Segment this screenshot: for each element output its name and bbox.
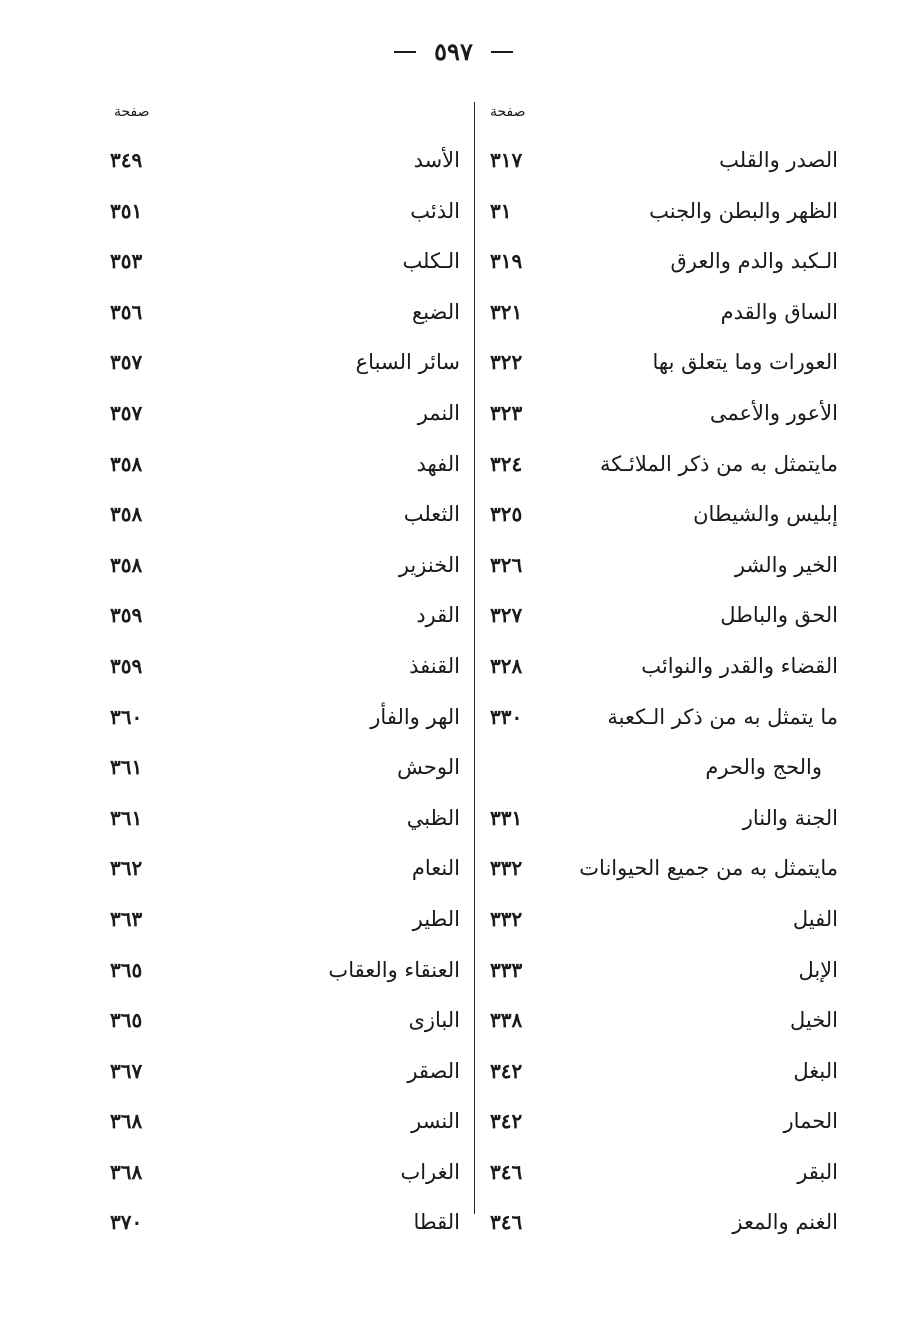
index-entry xyxy=(100,899,466,950)
entry-title: القضاء والقدر والنوائب xyxy=(641,653,838,678)
entry-title: العورات وما يتعلق بها xyxy=(652,350,838,375)
entry-page-number: ٣٥٦ xyxy=(110,299,143,324)
index-entry xyxy=(100,494,466,545)
entry-title: الثعلب xyxy=(403,502,460,527)
entry-title: ما يتمثل به من ذكر الـكعبة xyxy=(607,704,838,729)
entry-title: الإبل xyxy=(798,957,838,982)
entry-title: القنفذ xyxy=(409,653,460,678)
entry-title: الفهد xyxy=(416,451,460,476)
entry-page-number: ٣٥٣ xyxy=(110,249,143,274)
entry-page-number: ٣٣٢ xyxy=(490,906,523,931)
entry-page-number: ٣٦٨ xyxy=(110,1109,143,1134)
entry-page-number: ٣٥٨ xyxy=(110,552,143,577)
entry-page-number: ٣١٩ xyxy=(490,249,523,274)
entry-title: الصقر xyxy=(407,1058,460,1083)
index-entry xyxy=(100,1051,466,1102)
entry-title: الفيل xyxy=(792,906,838,931)
index-entry xyxy=(100,697,466,748)
entry-page-number: ٣٣٢ xyxy=(490,856,523,881)
entry-title: الهر والفأر xyxy=(370,704,460,729)
entry-title: النمر xyxy=(417,400,460,425)
entry-title: الحمار xyxy=(783,1109,838,1134)
entry-title: الخير والشر xyxy=(734,552,838,577)
index-entry xyxy=(100,444,466,495)
entry-title: النعام xyxy=(411,856,460,881)
entry-page-number: ٣٤٦ xyxy=(490,1210,523,1235)
entry-page-number: ٣٤٢ xyxy=(490,1058,523,1083)
index-entry xyxy=(100,950,466,1001)
entry-page-number: ٣١٧ xyxy=(490,148,523,172)
index-entry xyxy=(100,342,466,393)
entry-page-number: ٣٦٧ xyxy=(110,1058,143,1083)
entry-page-number: ٣٢٥ xyxy=(490,502,523,527)
entry-title: البازى xyxy=(408,1008,460,1033)
index-entry xyxy=(100,545,466,596)
entry-title: الغراب xyxy=(400,1159,460,1184)
entry-title: الخيل xyxy=(789,1008,838,1033)
entry-page-number: ٣٢٤ xyxy=(490,451,523,476)
entry-title: سائر السباع xyxy=(355,350,460,375)
index-entry xyxy=(482,697,842,748)
right-column-heading: صفحة xyxy=(490,104,526,120)
entry-title: مايتمثل به من جميع الحيوانات xyxy=(579,856,838,881)
entry-page-number: ٣٢١ xyxy=(490,299,523,324)
entry-page-number: ٣٥٨ xyxy=(110,451,143,476)
entry-page-number: ٣٦٨ xyxy=(110,1159,143,1184)
entry-page-number: ٣٥٧ xyxy=(110,350,143,375)
index-entry xyxy=(100,241,466,292)
index-entry xyxy=(482,1101,842,1152)
entry-page-number: ٣٤٩ xyxy=(110,148,143,172)
index-entry xyxy=(482,848,842,899)
entry-page-number: ٣٢٦ xyxy=(490,552,523,577)
entry-page-number: ٣٣٨ xyxy=(490,1008,523,1033)
entry-title: العنقاء والعقاب xyxy=(328,957,460,982)
header-dash-right xyxy=(491,51,513,53)
entry-title: البغل xyxy=(793,1058,838,1083)
left-column-heading: صفحة xyxy=(114,104,150,120)
entry-title: الـكلب xyxy=(402,249,460,274)
index-entry xyxy=(482,1202,842,1253)
index-entry xyxy=(100,140,466,191)
entry-page-number: ٣٢٨ xyxy=(490,653,523,678)
entry-title: مايتمثل به من ذكر الملائـكة xyxy=(600,451,838,476)
index-entry xyxy=(482,545,842,596)
index-entry xyxy=(100,1101,466,1152)
index-entry xyxy=(100,1202,466,1253)
index-entry xyxy=(482,444,842,495)
entry-title: الذئب xyxy=(410,198,460,223)
index-entry xyxy=(482,950,842,1001)
entry-page-number: ٣٧٠ xyxy=(110,1210,143,1235)
index-entry xyxy=(482,1000,842,1051)
index-entry xyxy=(100,191,466,242)
entry-page-number: ٣٥٩ xyxy=(110,653,143,678)
index-entry xyxy=(482,393,842,444)
entry-title: الـكبد والدم والعرق xyxy=(670,249,838,274)
entry-page-number: ٣٥٩ xyxy=(110,603,143,628)
right-column-entries xyxy=(482,140,842,1253)
entry-title: الساق والقدم xyxy=(720,299,838,324)
index-entry xyxy=(482,747,842,798)
index-entry xyxy=(100,595,466,646)
entry-title: الأعور والأعمى xyxy=(709,400,838,425)
index-entry xyxy=(482,140,842,191)
index-entry xyxy=(482,342,842,393)
entry-title: الظبي xyxy=(406,805,460,830)
entry-title: والحج والحرم xyxy=(705,755,822,780)
index-entry xyxy=(100,646,466,697)
index-entry xyxy=(482,1152,842,1203)
column-divider xyxy=(474,102,475,1214)
entry-page-number: ٣٥٧ xyxy=(110,400,143,425)
entry-page-number: ٣٦٥ xyxy=(110,957,143,982)
entry-page-number: ٣١ xyxy=(490,198,512,223)
entry-page-number: ٣٦١ xyxy=(110,755,143,780)
entry-title: الجنة والنار xyxy=(742,805,838,830)
index-entry xyxy=(482,899,842,950)
entry-title: الصدر والقلب xyxy=(719,148,838,172)
entry-title: الخنزير xyxy=(398,552,460,577)
left-column-entries xyxy=(100,140,466,1253)
entry-page-number: ٣٢٧ xyxy=(490,603,523,628)
entry-page-number: ٣٣٠ xyxy=(490,704,523,729)
index-entry xyxy=(482,494,842,545)
entry-page-number: ٣٥٨ xyxy=(110,502,143,527)
index-entry xyxy=(100,848,466,899)
entry-page-number: ٣٣١ xyxy=(490,805,523,830)
entry-page-number: ٣٢٣ xyxy=(490,400,523,425)
entry-page-number: ٣٦٥ xyxy=(110,1008,143,1033)
entry-title: البقر xyxy=(797,1159,838,1184)
page-number: ٥٩٧ xyxy=(434,36,473,66)
header-dash-left xyxy=(394,51,416,53)
entry-title: الغنم والمعز xyxy=(732,1210,838,1235)
index-entry xyxy=(482,1051,842,1102)
entry-page-number: ٣٤٦ xyxy=(490,1159,523,1184)
entry-title: الطير xyxy=(412,906,460,931)
index-entry xyxy=(100,1152,466,1203)
entry-page-number: ٣٦١ xyxy=(110,805,143,830)
entry-page-number: ٣٣٣ xyxy=(490,957,523,982)
entry-title: الوحش xyxy=(397,755,460,780)
index-entry xyxy=(482,646,842,697)
entry-title: الأسد xyxy=(413,148,460,172)
index-entry xyxy=(100,1000,466,1051)
entry-page-number: ٣٥١ xyxy=(110,198,143,223)
index-entry xyxy=(482,191,842,242)
index-entry xyxy=(482,798,842,849)
entry-title: القرد xyxy=(416,603,460,628)
entry-page-number: ٣٦٣ xyxy=(110,906,143,931)
index-entry xyxy=(100,747,466,798)
entry-title: الحق والباطل xyxy=(720,603,838,628)
entry-page-number: ٣٦٢ xyxy=(110,856,143,881)
entry-title: القطا xyxy=(413,1210,460,1235)
index-entry xyxy=(100,292,466,343)
index-entry xyxy=(100,393,466,444)
entry-page-number: ٣٤٢ xyxy=(490,1109,523,1134)
index-entry xyxy=(100,798,466,849)
index-entry xyxy=(482,595,842,646)
page-header xyxy=(0,36,907,66)
entry-title: الظهر والبطن والجنب xyxy=(649,198,838,223)
index-entry xyxy=(482,292,842,343)
entry-page-number: ٣٢٢ xyxy=(490,350,523,375)
entry-title: إبليس والشيطان xyxy=(693,502,838,527)
entry-title: الضبع xyxy=(412,299,460,324)
index-entry xyxy=(482,241,842,292)
entry-title: النسر xyxy=(411,1109,460,1134)
entry-page-number: ٣٦٠ xyxy=(110,704,143,729)
